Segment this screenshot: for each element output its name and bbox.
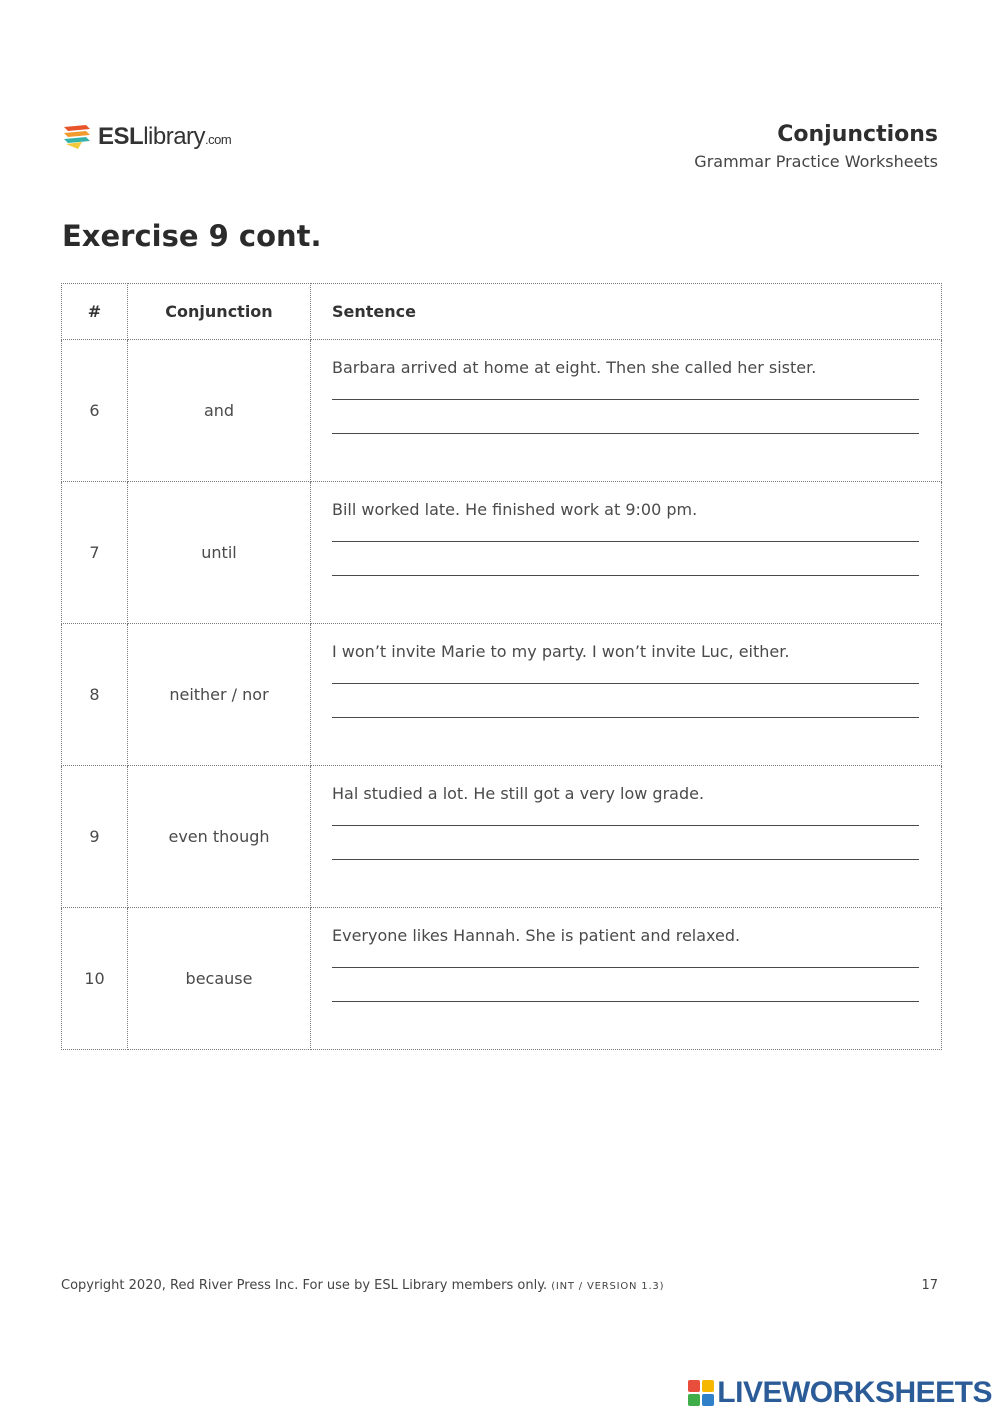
answer-line[interactable] [332,967,919,968]
row-number: 10 [62,908,128,1050]
table-row [62,908,942,1050]
answer-line[interactable] [332,683,919,684]
column-header-conjunction: Conjunction [128,284,311,340]
answer-line[interactable] [332,399,919,400]
answer-line[interactable] [332,1001,919,1002]
worksheet-title: Conjunctions [777,122,938,147]
worksheet-subtitle: Grammar Practice Worksheets [694,152,938,171]
version-label: (INT / VERSION 1.3) [551,1281,665,1292]
row-sentence-cell [311,624,942,766]
table-row [62,340,942,482]
row-sentence-prompt: I won’t invite Marie to my party. I won’t invite Luc, either. [332,642,790,661]
table-row [62,624,942,766]
answer-line[interactable] [332,575,919,576]
liveworksheets-wordmark: LIVEWORKSHEETS [717,1376,992,1409]
exercise-title: Exercise 9 cont. [62,219,322,253]
liveworksheets-logo-icon [688,1380,714,1406]
table-row [62,766,942,908]
table-row [62,482,942,624]
row-sentence-prompt: Barbara arrived at home at eight. Then she called her sister. [332,358,817,377]
logo-wordmark: ESLlibrary.com [98,123,232,150]
row-sentence-prompt: Bill worked late. He finished work at 9:00 pm. [332,500,698,519]
row-number: 6 [62,340,128,482]
row-conjunction: because [128,908,311,1050]
books-icon [62,123,92,151]
column-header-sentence: Sentence [311,284,942,340]
row-conjunction: neither / nor [128,624,311,766]
page-number: 17 [921,1278,938,1293]
esl-library-logo [62,122,231,152]
row-sentence-cell [311,908,942,1050]
answer-line[interactable] [332,433,919,434]
answer-line[interactable] [332,717,919,718]
row-number: 8 [62,624,128,766]
table-header-row [62,284,942,340]
row-sentence-cell [311,766,942,908]
row-sentence-cell [311,482,942,624]
answer-line[interactable] [332,541,919,542]
liveworksheets-watermark [688,1376,992,1410]
row-number: 9 [62,766,128,908]
answer-line[interactable] [332,825,919,826]
row-sentence-prompt: Hal studied a lot. He still got a very low grade. [332,784,705,803]
exercise-table [61,283,942,1050]
row-sentence-cell [311,340,942,482]
column-header-number: # [62,284,128,340]
copyright-footer [61,1278,664,1293]
row-number: 7 [62,482,128,624]
copyright-text: Copyright 2020, Red River Press Inc. For use by ESL Library members only. [61,1278,548,1293]
row-sentence-prompt: Everyone likes Hannah. She is patient and relaxed. [332,926,741,945]
row-conjunction: even though [128,766,311,908]
row-conjunction: and [128,340,311,482]
answer-line[interactable] [332,859,919,860]
row-conjunction: until [128,482,311,624]
